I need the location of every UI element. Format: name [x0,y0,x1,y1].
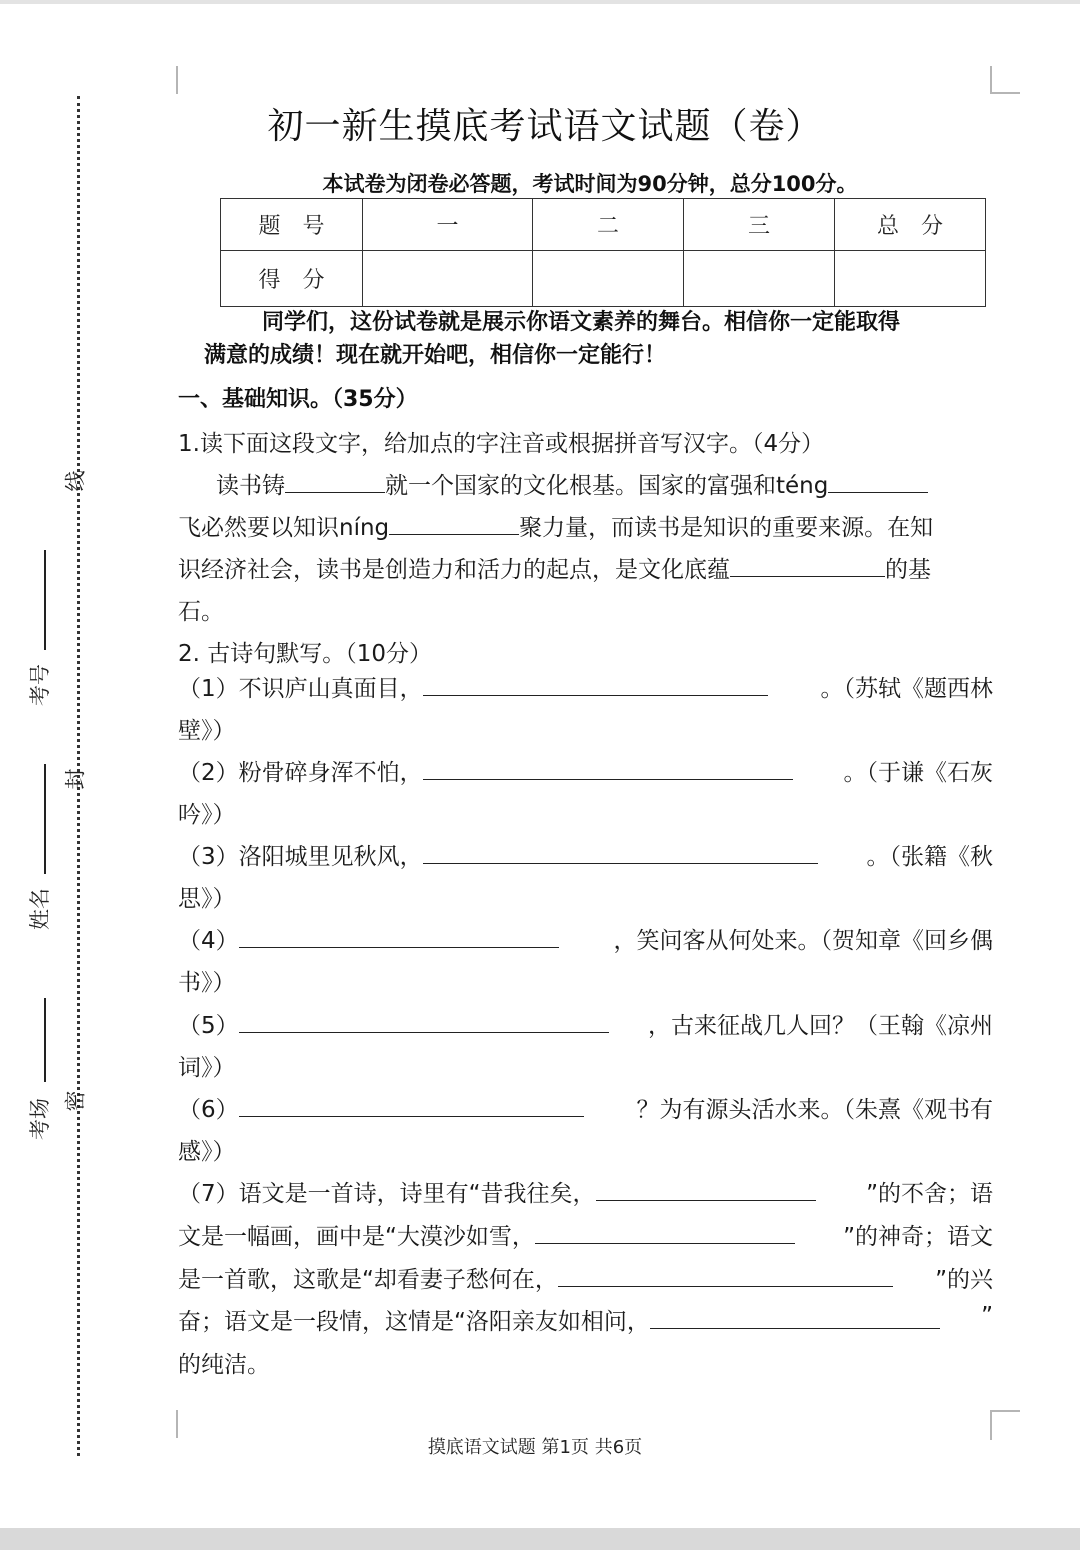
q1-text: 读书铸 [216,473,285,499]
poem-text: （3）洛阳城里见秋风， [178,844,423,870]
question-1-prompt: 1.读下面这段文字，给加点的字注音或根据拼音写汉字。（4分） [178,431,825,457]
answer-blank[interactable] [285,470,385,493]
poem-text: ”的兴 [935,1267,993,1293]
score-cell-3[interactable] [684,251,835,307]
question-1-line-1 [178,467,1016,500]
answer-blank[interactable] [650,1306,940,1329]
poem-text: （6） [178,1097,239,1123]
poem-item-2-cont: 吟》） [178,802,236,828]
answer-blank[interactable] [423,673,768,696]
answer-blank[interactable] [828,470,928,493]
question-1-line-3 [178,551,993,584]
answer-blank[interactable] [730,554,885,577]
section-heading: 一、基础知识。（35分） [178,387,418,412]
score-cell-2[interactable] [533,251,684,307]
question-1-line-2 [178,509,993,542]
poem-item-6 [178,1091,993,1124]
answer-blank[interactable] [239,1010,609,1033]
poem-item-7-line-4 [178,1303,993,1336]
score-table [220,198,986,307]
corner-mark-top-right [990,66,1020,94]
page-title: 初一新生摸底考试语文试题（卷） [267,106,823,147]
poem-item-7-line-5: 的纯洁。 [178,1352,270,1378]
corner-mark-top-left [150,66,178,94]
score-header-2: 二 [533,199,684,251]
q1-text: 的基 [885,557,931,583]
binding-label-feng: 封 [63,768,88,790]
encouragement-line-2: 满意的成绩！现在就开始吧，相信你一定能行！ [204,343,667,368]
poem-item-4-cont: 书》） [178,970,236,996]
answer-blank[interactable] [389,512,519,535]
binding-label-xian: 线 [63,470,88,492]
score-header-tihao: 题 号 [221,199,363,251]
poem-item-1 [178,670,993,703]
poem-text: 是一首歌，这歌是“却看妻子愁何在， [178,1267,558,1293]
binding-label-kaochang: 考场 [28,1098,52,1140]
page-footer: 摸底语文试题 第1页 共6页 [427,1437,643,1458]
answer-blank[interactable] [535,1221,795,1244]
poem-text: （4） [178,928,239,954]
poem-source: 。（于谦《石灰 [843,760,993,786]
encouragement [178,306,993,372]
poem-item-1-cont: 壁》） [178,718,236,744]
score-header-3: 三 [684,199,835,251]
exam-intro: 本试卷为闭卷必答题，考试时间为90分钟，总分100分。 [322,172,858,196]
binding-label-xingming: 姓名 [28,888,52,930]
kaochang-line [44,998,46,1082]
q1-text: 就一个国家的文化根基。国家的富强和téng [385,473,829,499]
poem-source: 。（张籍《秋 [866,844,993,870]
poem-source: ？为有源头活水来。（朱熹《观书有 [636,1097,993,1123]
poem-text: （7）语文是一首诗，诗里有“昔我往矣， [178,1181,596,1207]
score-header-total: 总 分 [835,199,986,251]
binding-label-mi: 密 [63,1090,88,1112]
q1-text: 飞必然要以知识níng [178,515,390,541]
poem-source: ，笑问客从何处来。（贺知章《回乡偶 [613,928,993,954]
bottom-edge [0,1528,1080,1550]
poem-text: ” [981,1303,993,1329]
answer-blank[interactable] [558,1264,893,1287]
score-header-1: 一 [363,199,533,251]
poem-text: （1）不识庐山真面目， [178,676,423,702]
xingming-line [44,764,46,874]
poem-item-7-line-1 [178,1175,993,1208]
poem-item-2 [178,754,993,787]
q1-text: 识经济社会，读书是创造力和活力的起点，是文化底蕴 [178,557,730,583]
poem-text: ”的神奇；语文 [843,1224,993,1250]
poem-item-3 [178,838,993,871]
poem-item-6-cont: 感》） [178,1139,236,1165]
score-row-label: 得 分 [221,251,363,307]
q1-text: 聚力量，而读书是知识的重要来源。在知 [519,515,934,541]
corner-mark-bottom-left [150,1410,178,1438]
poem-item-3-cont: 思》） [178,886,236,912]
answer-blank[interactable] [423,841,818,864]
poem-item-5 [178,1007,993,1040]
poem-source: 。（苏轼《题西林 [820,676,993,702]
poem-item-7-line-2 [178,1218,993,1251]
answer-blank[interactable] [239,925,559,948]
kaohao-line [44,550,46,650]
poem-item-4 [178,922,993,955]
score-cell-total[interactable] [835,251,986,307]
answer-blank[interactable] [423,757,793,780]
corner-mark-bottom-right [990,1410,1020,1440]
poem-text: （2）粉骨碎身浑不怕， [178,760,423,786]
score-cell-1[interactable] [363,251,533,307]
poem-item-5-cont: 词》） [178,1055,236,1081]
question-1-line-4: 石。 [178,599,224,625]
answer-blank[interactable] [239,1094,584,1117]
poem-text: （5） [178,1013,239,1039]
binding-label-kaohao: 考号 [28,664,52,706]
poem-item-7-line-3 [178,1261,993,1294]
encouragement-line-1: 同学们，这份试卷就是展示你语文素养的舞台。相信你一定能取得 [262,310,901,335]
poem-text: 奋；语文是一段情，这情是“洛阳亲友如相问， [178,1309,650,1335]
poem-text: 文是一幅画，画中是“大漠沙如雪， [178,1224,535,1250]
answer-blank[interactable] [596,1178,816,1201]
question-2-prompt: 2. 古诗句默写。（10分） [178,641,433,667]
poem-text: ”的不舍；语 [866,1181,993,1207]
poem-source: ，古来征战几人回？（王翰《凉州 [648,1013,993,1039]
top-edge [0,0,1080,4]
